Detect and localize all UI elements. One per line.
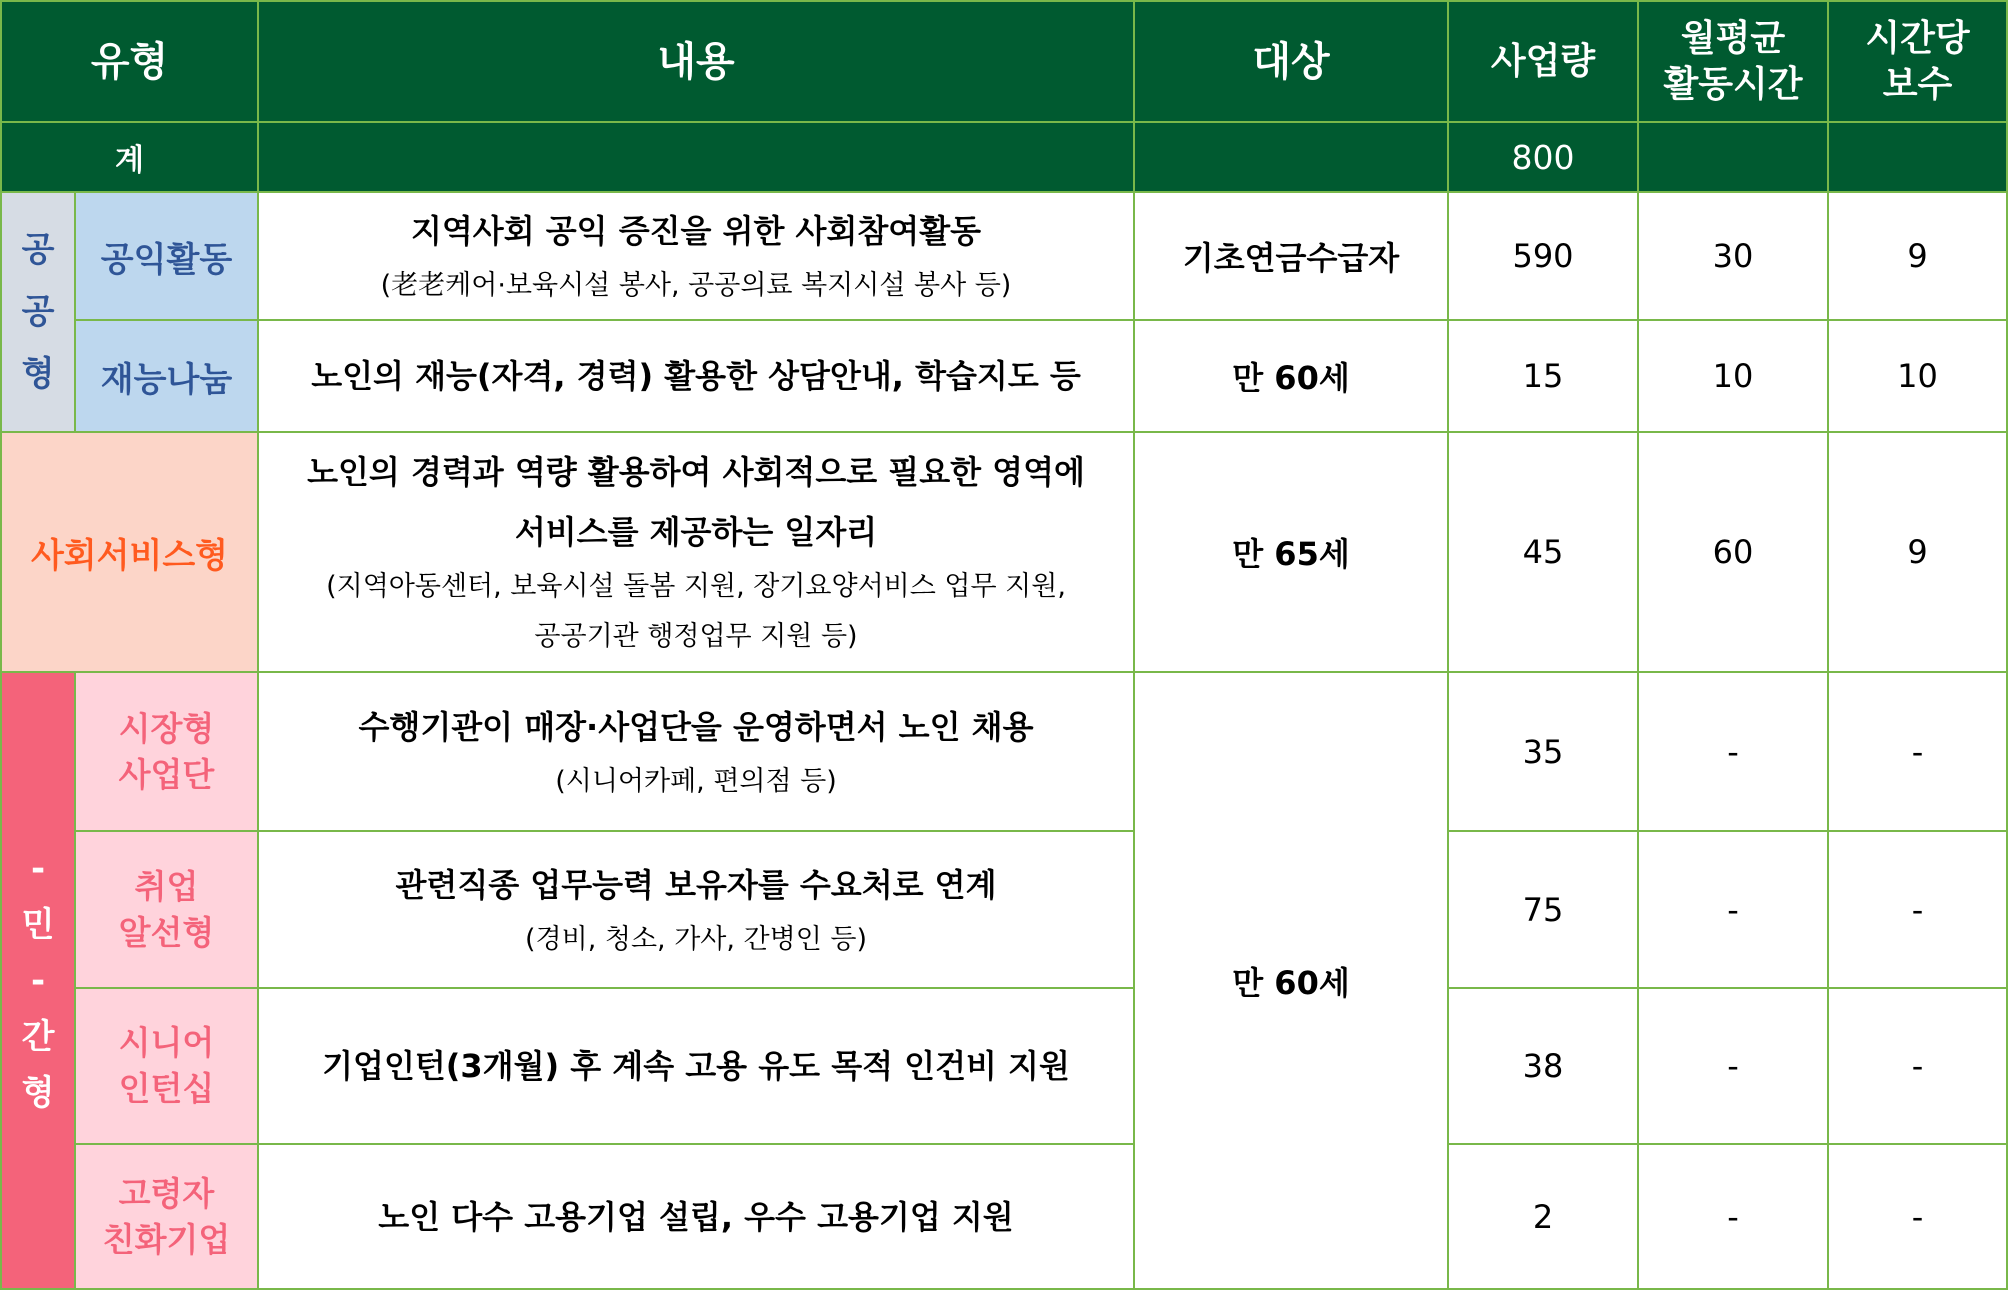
- volume-cell: 35: [1448, 672, 1638, 831]
- description-note: (老老케어·보육시설 봉사, 공공의료 복지시설 봉사 등): [380, 270, 1012, 301]
- description-cell: [258, 1144, 1134, 1289]
- description-cell: [258, 672, 1134, 831]
- hours-cell: -: [1638, 1144, 1828, 1289]
- header-hours-line2: 활동시간: [1663, 63, 1803, 105]
- total-pay-empty: [1828, 122, 2007, 192]
- description-note: (경비, 청소, 가사, 간병인 등): [525, 923, 867, 955]
- pay-cell: -: [1828, 831, 2007, 988]
- header-volume: 사업량: [1448, 1, 1638, 122]
- pay-cell: 9: [1828, 432, 2007, 672]
- description-main: 지역사회 공익 증진을 위한 사회참여활동: [410, 212, 982, 250]
- hours-cell: 60: [1638, 432, 1828, 672]
- table-row: [1, 432, 2007, 672]
- header-hours-line1: 월평균: [1680, 17, 1786, 59]
- hours-cell: 30: [1638, 192, 1828, 320]
- total-content-empty: [258, 122, 1134, 192]
- description-main: 노인의 재능(자격, 경력) 활용한 상담안내, 학습지도 등: [311, 357, 1081, 395]
- hours-cell: 10: [1638, 320, 1828, 432]
- description-main: 수행기관이 매장·사업단을 운영하면서 노인 채용: [358, 707, 1034, 746]
- header-type: 유형: [1, 1, 258, 122]
- table-row: [1, 192, 2007, 320]
- hours-cell: -: [1638, 988, 1828, 1144]
- description-note-line2: 공공기관 행정업무 지원 등): [534, 621, 858, 652]
- volume-cell: 38: [1448, 988, 1638, 1144]
- header-monthly-hours: [1638, 1, 1828, 122]
- description-cell: [258, 320, 1134, 432]
- header-pay-line1: 시간당: [1865, 17, 1970, 59]
- target-cell: 만 60세: [1134, 672, 1448, 1289]
- table-row: [1, 672, 2007, 831]
- description-main-line2: 서비스를 제공하는 일자리: [514, 513, 878, 551]
- header-target: 대상: [1134, 1, 1448, 122]
- description-main: 노인 다수 고용기업 설립, 우수 고용기업 지원: [378, 1197, 1014, 1236]
- pay-cell: -: [1828, 988, 2007, 1144]
- total-row: [1, 122, 2007, 192]
- volume-cell: 15: [1448, 320, 1638, 432]
- description-cell: [258, 831, 1134, 988]
- description-main: 기업인턴(3개월) 후 계속 고용 유도 목적 인건비 지원: [322, 1047, 1070, 1085]
- total-target-empty: [1134, 122, 1448, 192]
- description-note-line1: (지역아동센터, 보육시설 돌봄 지원, 장기요양서비스 업무 지원,: [326, 571, 1066, 602]
- group-public-type: 공 공 형: [1, 192, 75, 432]
- target-cell: 만 60세: [1134, 320, 1448, 432]
- subtype-label: 공익활동: [75, 192, 258, 320]
- group-service-type: 사회서비스형: [1, 432, 258, 672]
- total-label: 계: [1, 122, 258, 192]
- target-cell: 기초연금수급자: [1134, 192, 1448, 320]
- table-row: [1, 1144, 2007, 1289]
- subtype-label: 시니어 인턴십: [75, 988, 258, 1144]
- hours-cell: -: [1638, 831, 1828, 988]
- table-row: [1, 988, 2007, 1144]
- total-hours-empty: [1638, 122, 1828, 192]
- description-cell: [258, 192, 1134, 320]
- hours-cell: -: [1638, 672, 1828, 831]
- volume-cell: 2: [1448, 1144, 1638, 1289]
- target-cell: 만 65세: [1134, 432, 1448, 672]
- volume-cell: 75: [1448, 831, 1638, 988]
- description-note: (시니어카페, 편의점 등): [555, 765, 837, 797]
- header-content: 내용: [258, 1, 1134, 122]
- header-row: [1, 1, 2007, 122]
- description-main-line1: 노인의 경력과 역량 활용하여 사회적으로 필요한 영역에: [307, 453, 1085, 491]
- subtype-label: 취업 알선형: [75, 831, 258, 988]
- subtype-label: 재능나눔: [75, 320, 258, 432]
- group-private-type: - 민 - 간 형: [1, 672, 75, 1289]
- pay-cell: -: [1828, 672, 2007, 831]
- total-volume: 800: [1448, 122, 1638, 192]
- description-cell: [258, 988, 1134, 1144]
- pay-cell: 9: [1828, 192, 2007, 320]
- description-cell: [258, 432, 1134, 672]
- header-pay-line2: 보수: [1882, 63, 1953, 105]
- volume-cell: 45: [1448, 432, 1638, 672]
- subtype-label: 고령자 친화기업: [75, 1144, 258, 1289]
- pay-cell: -: [1828, 1144, 2007, 1289]
- pay-cell: 10: [1828, 320, 2007, 432]
- table-row: [1, 320, 2007, 432]
- subtype-label: 시장형 사업단: [75, 672, 258, 831]
- volume-cell: 590: [1448, 192, 1638, 320]
- description-main: 관련직종 업무능력 보유자를 수요처로 연계: [395, 865, 997, 904]
- table-row: [1, 831, 2007, 988]
- header-hourly-pay: [1828, 1, 2007, 122]
